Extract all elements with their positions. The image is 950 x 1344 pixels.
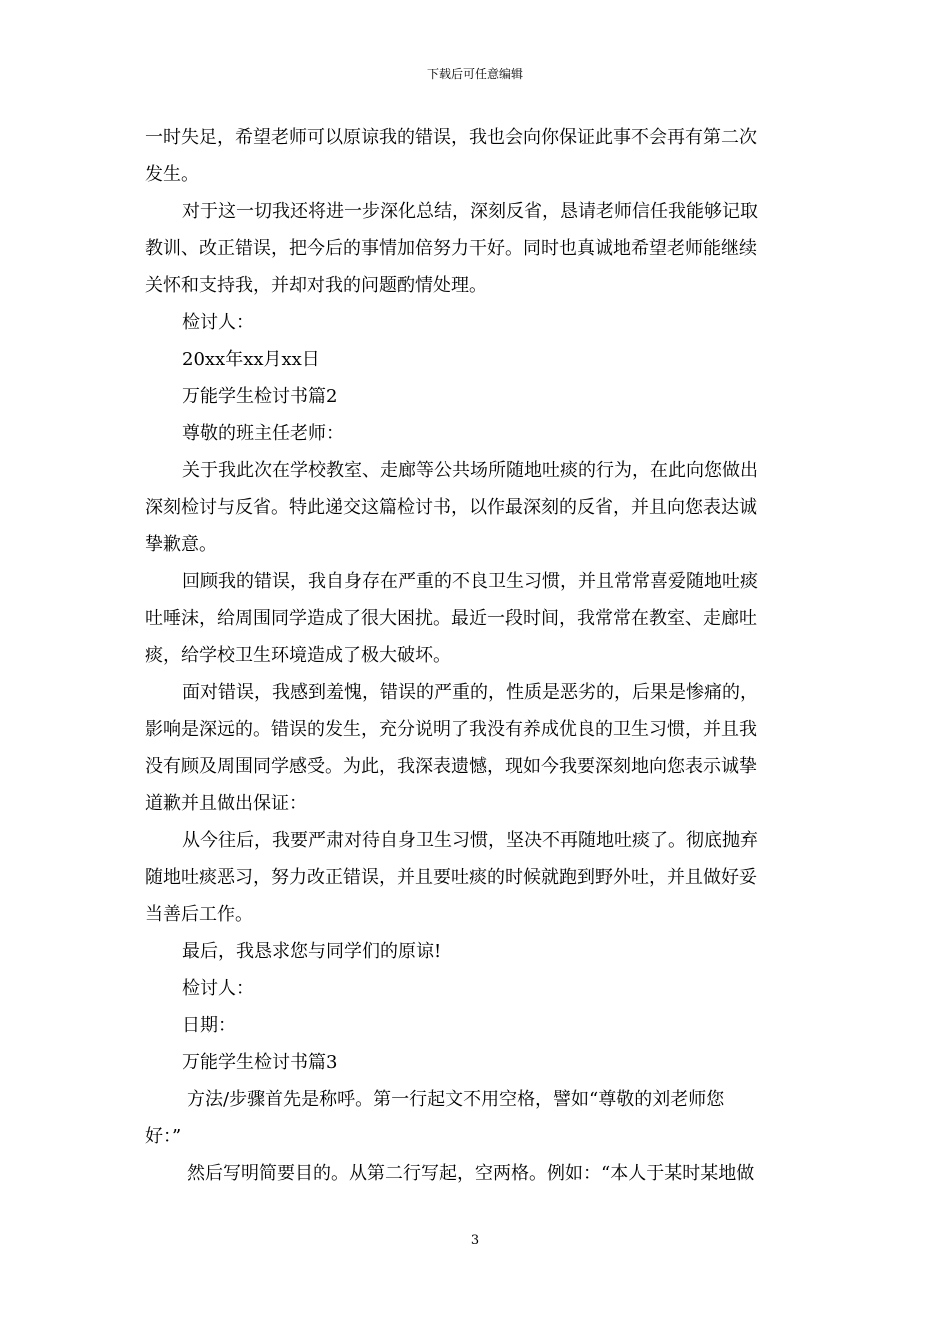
text-line: 当善后工作。	[145, 904, 253, 925]
text-line: 一时失足，希望老师可以原谅我的错误，我也会向你保证此事不会再有第二次	[145, 127, 757, 148]
text-line: 回顾我的错误，我自身存在严重的不良卫生习惯，并且常常喜爱随地吐痰	[182, 571, 758, 592]
page-number: 3	[470, 1233, 480, 1248]
text-line: 关于我此次在学校教室、走廊等公共场所随地吐痰的行为，在此向您做出	[182, 460, 758, 481]
text-line: 影响是深远的。错误的发生，充分说明了我没有养成优良的卫生习惯，并且我	[145, 719, 757, 740]
text-line: 最后，我恳求您与同学们的原谅!	[182, 941, 442, 962]
salutation: 尊敬的班主任老师：	[182, 423, 344, 444]
text-line: 痰，给学校卫生环境造成了极大破坏。	[145, 645, 451, 666]
text-line: 随地吐痰恶习，努力改正错误，并且要吐痰的时候就跑到野外吐，并且做好妥	[145, 867, 757, 888]
section-title: 万能学生检讨书篇2	[182, 386, 338, 407]
text-line: 教训、改正错误，把今后的事情加倍努力干好。同时也真诚地希望老师能继续	[145, 238, 757, 259]
date-line: 20xx年xx月xx日	[182, 349, 320, 370]
text-line: 挚歉意。	[145, 534, 217, 555]
text-line: 从今往后，我要严肃对待自身卫生习惯，坚决不再随地吐痰了。彻底抛弃	[182, 830, 758, 851]
text-line: 吐唾沫，给周围同学造成了很大困扰。最近一段时间，我常常在教室、走廊吐	[145, 608, 757, 629]
text-line: 发生。	[145, 164, 199, 185]
section-title: 万能学生检讨书篇3	[182, 1052, 338, 1073]
date-label: 日期：	[182, 1015, 236, 1036]
text-line: 方法/步骤首先是称呼。第一行起文不用空格，譬如“尊敬的刘老师您	[187, 1089, 725, 1110]
text-line: 关怀和支持我，并却对我的问题酌情处理。	[145, 275, 487, 296]
document-body	[145, 119, 810, 1192]
text-line: 没有顾及周围同学感受。为此，我深表遗憾，现如今我要深刻地向您表示诚挚	[145, 756, 757, 777]
page-header: 下载后可任意编辑	[426, 67, 523, 81]
text-line: 对于这一切我还将进一步深化总结，深刻反省，恳请老师信任我能够记取	[182, 201, 758, 222]
text-line: 好：”	[145, 1126, 182, 1147]
text-line: 面对错误，我感到羞愧，错误的严重的，性质是恶劣的，后果是惨痛的，	[182, 682, 758, 703]
text-line: 然后写明简要目的。从第二行写起，空两格。例如：“本人于某时某地做	[187, 1163, 755, 1184]
signer-label: 检讨人：	[182, 312, 254, 333]
signer-label: 检讨人：	[182, 978, 254, 999]
text-line: 深刻检讨与反省。特此递交这篇检讨书，以作最深刻的反省，并且向您表达诚	[145, 497, 757, 518]
text-line: 道歉并且做出保证：	[145, 793, 307, 814]
